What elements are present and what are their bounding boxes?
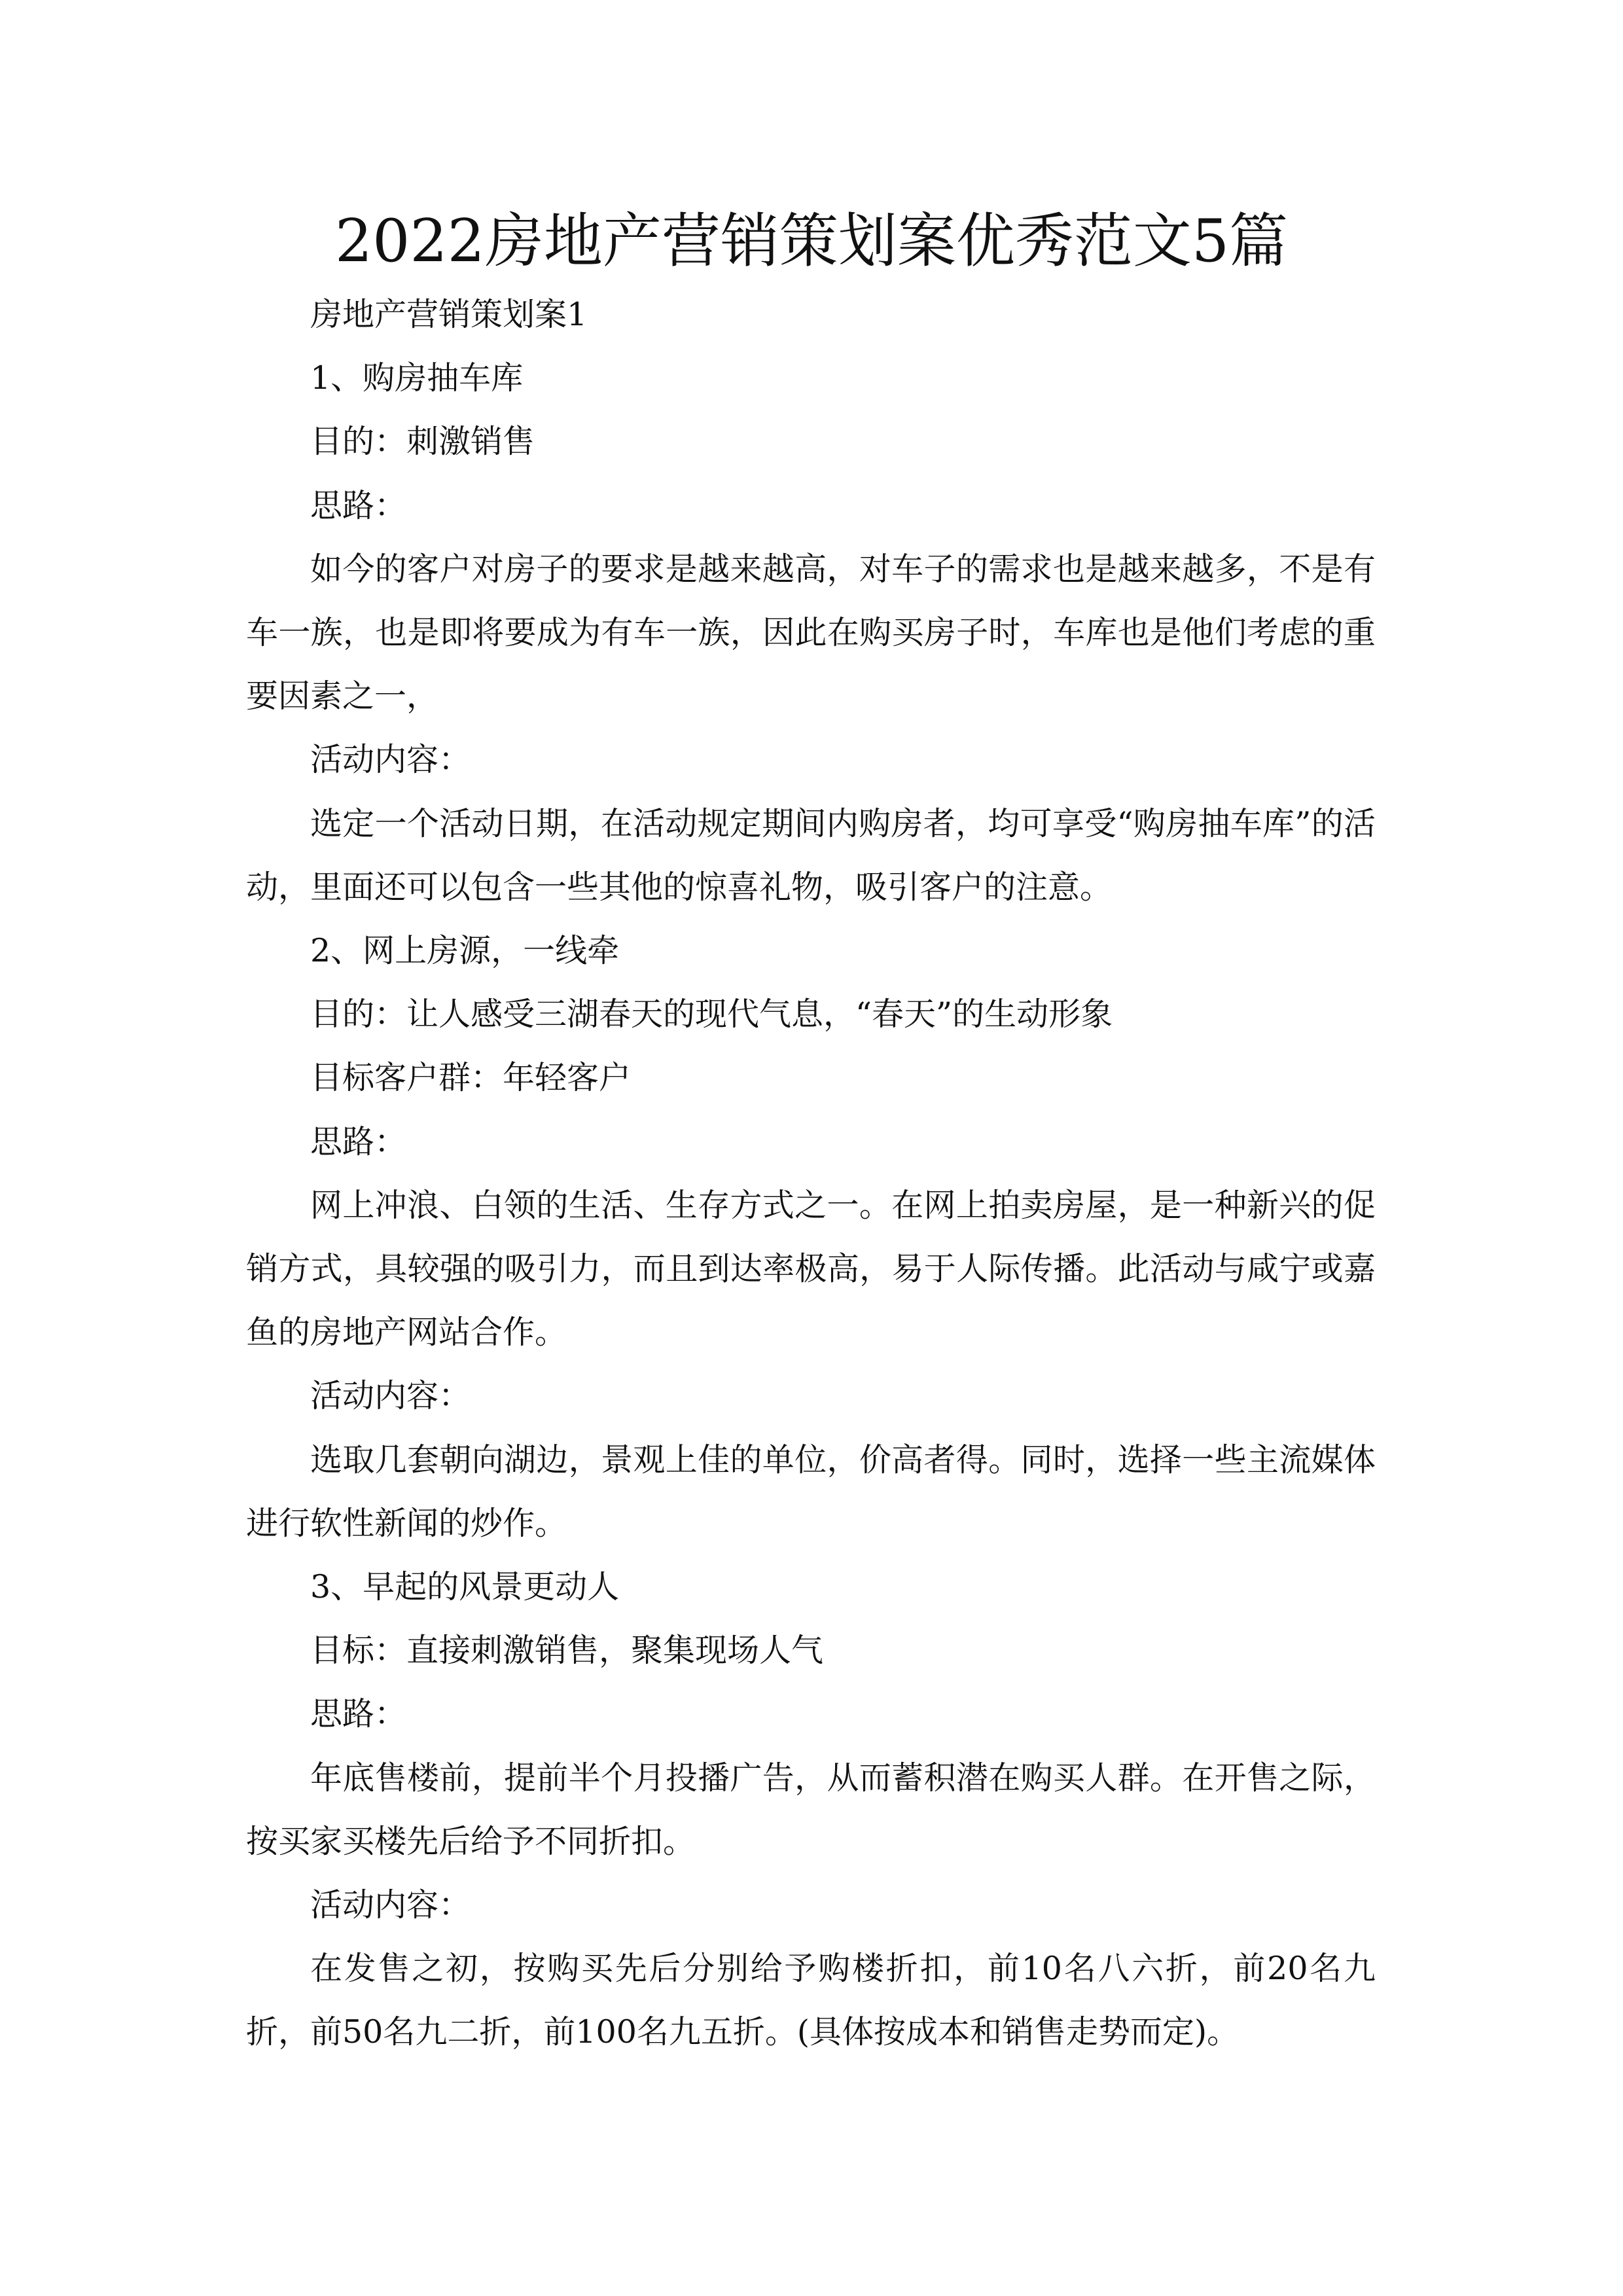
paragraph: 思路： [310, 1695, 407, 1733]
paragraph: 在发售之初，按购买先后分别给予购楼折扣，前10名八六折，前20名九折，前50名九二折，前100名九五折。(具体按成本和销售走势而定)。 [246, 1950, 1376, 2051]
item-heading: 3、早起的风景更动人 [310, 1568, 620, 1606]
document-body [246, 283, 1376, 2064]
paragraph: 如今的客户对房子的要求是越来越高，对车子的需求也是越来越多，不是有车一族，也是即将要成为有车一族，因此在购买房子时，车库也是他们考虑的重要因素之一， [246, 550, 1376, 715]
paragraph: 选定一个活动日期，在活动规定期间内购房者，均可享受“购房抽车库”的活动，里面还可以包含一些其他的惊喜礼物，吸引客户的注意。 [246, 804, 1376, 906]
paragraph: 网上冲浪、白领的生活、生存方式之一。在网上拍卖房屋，是一种新兴的促销方式，具较强的吸引力，而且到达率极高，易于人际传播。此活动与咸宁或嘉鱼的房地产网站合作。 [246, 1186, 1376, 1352]
document-title: 2022房地产营销策划案优秀范文5篇 [334, 207, 1289, 276]
paragraph: 思路： [310, 1122, 407, 1160]
item-heading: 1、购房抽车库 [310, 359, 524, 397]
paragraph: 目的：让人感受三湖春天的现代气息，“春天”的生动形象 [310, 996, 1113, 1033]
paragraph: 目标：直接刺激销售，聚集现场人气 [310, 1632, 824, 1670]
paragraph: 思路： [310, 486, 407, 524]
paragraph: 年底售楼前，提前半个月投播广告，从而蓄积潜在购买人群。在开售之际，按买家买楼先后给予不同折扣。 [246, 1759, 1376, 1860]
paragraph: 活动内容： [310, 1886, 471, 1924]
item-heading: 2、网上房源，一线牵 [310, 932, 620, 970]
paragraph: 目的：刺激销售 [310, 423, 535, 461]
section-heading: 房地产营销策划案1 [310, 296, 588, 333]
paragraph: 选取几套朝向湖边，景观上佳的单位，价高者得。同时，选择一些主流媒体进行软性新闻的炒作。 [246, 1441, 1376, 1542]
paragraph: 活动内容： [310, 1377, 471, 1415]
paragraph: 目标客户群：年轻客户 [310, 1059, 632, 1097]
paragraph: 活动内容： [310, 741, 471, 779]
